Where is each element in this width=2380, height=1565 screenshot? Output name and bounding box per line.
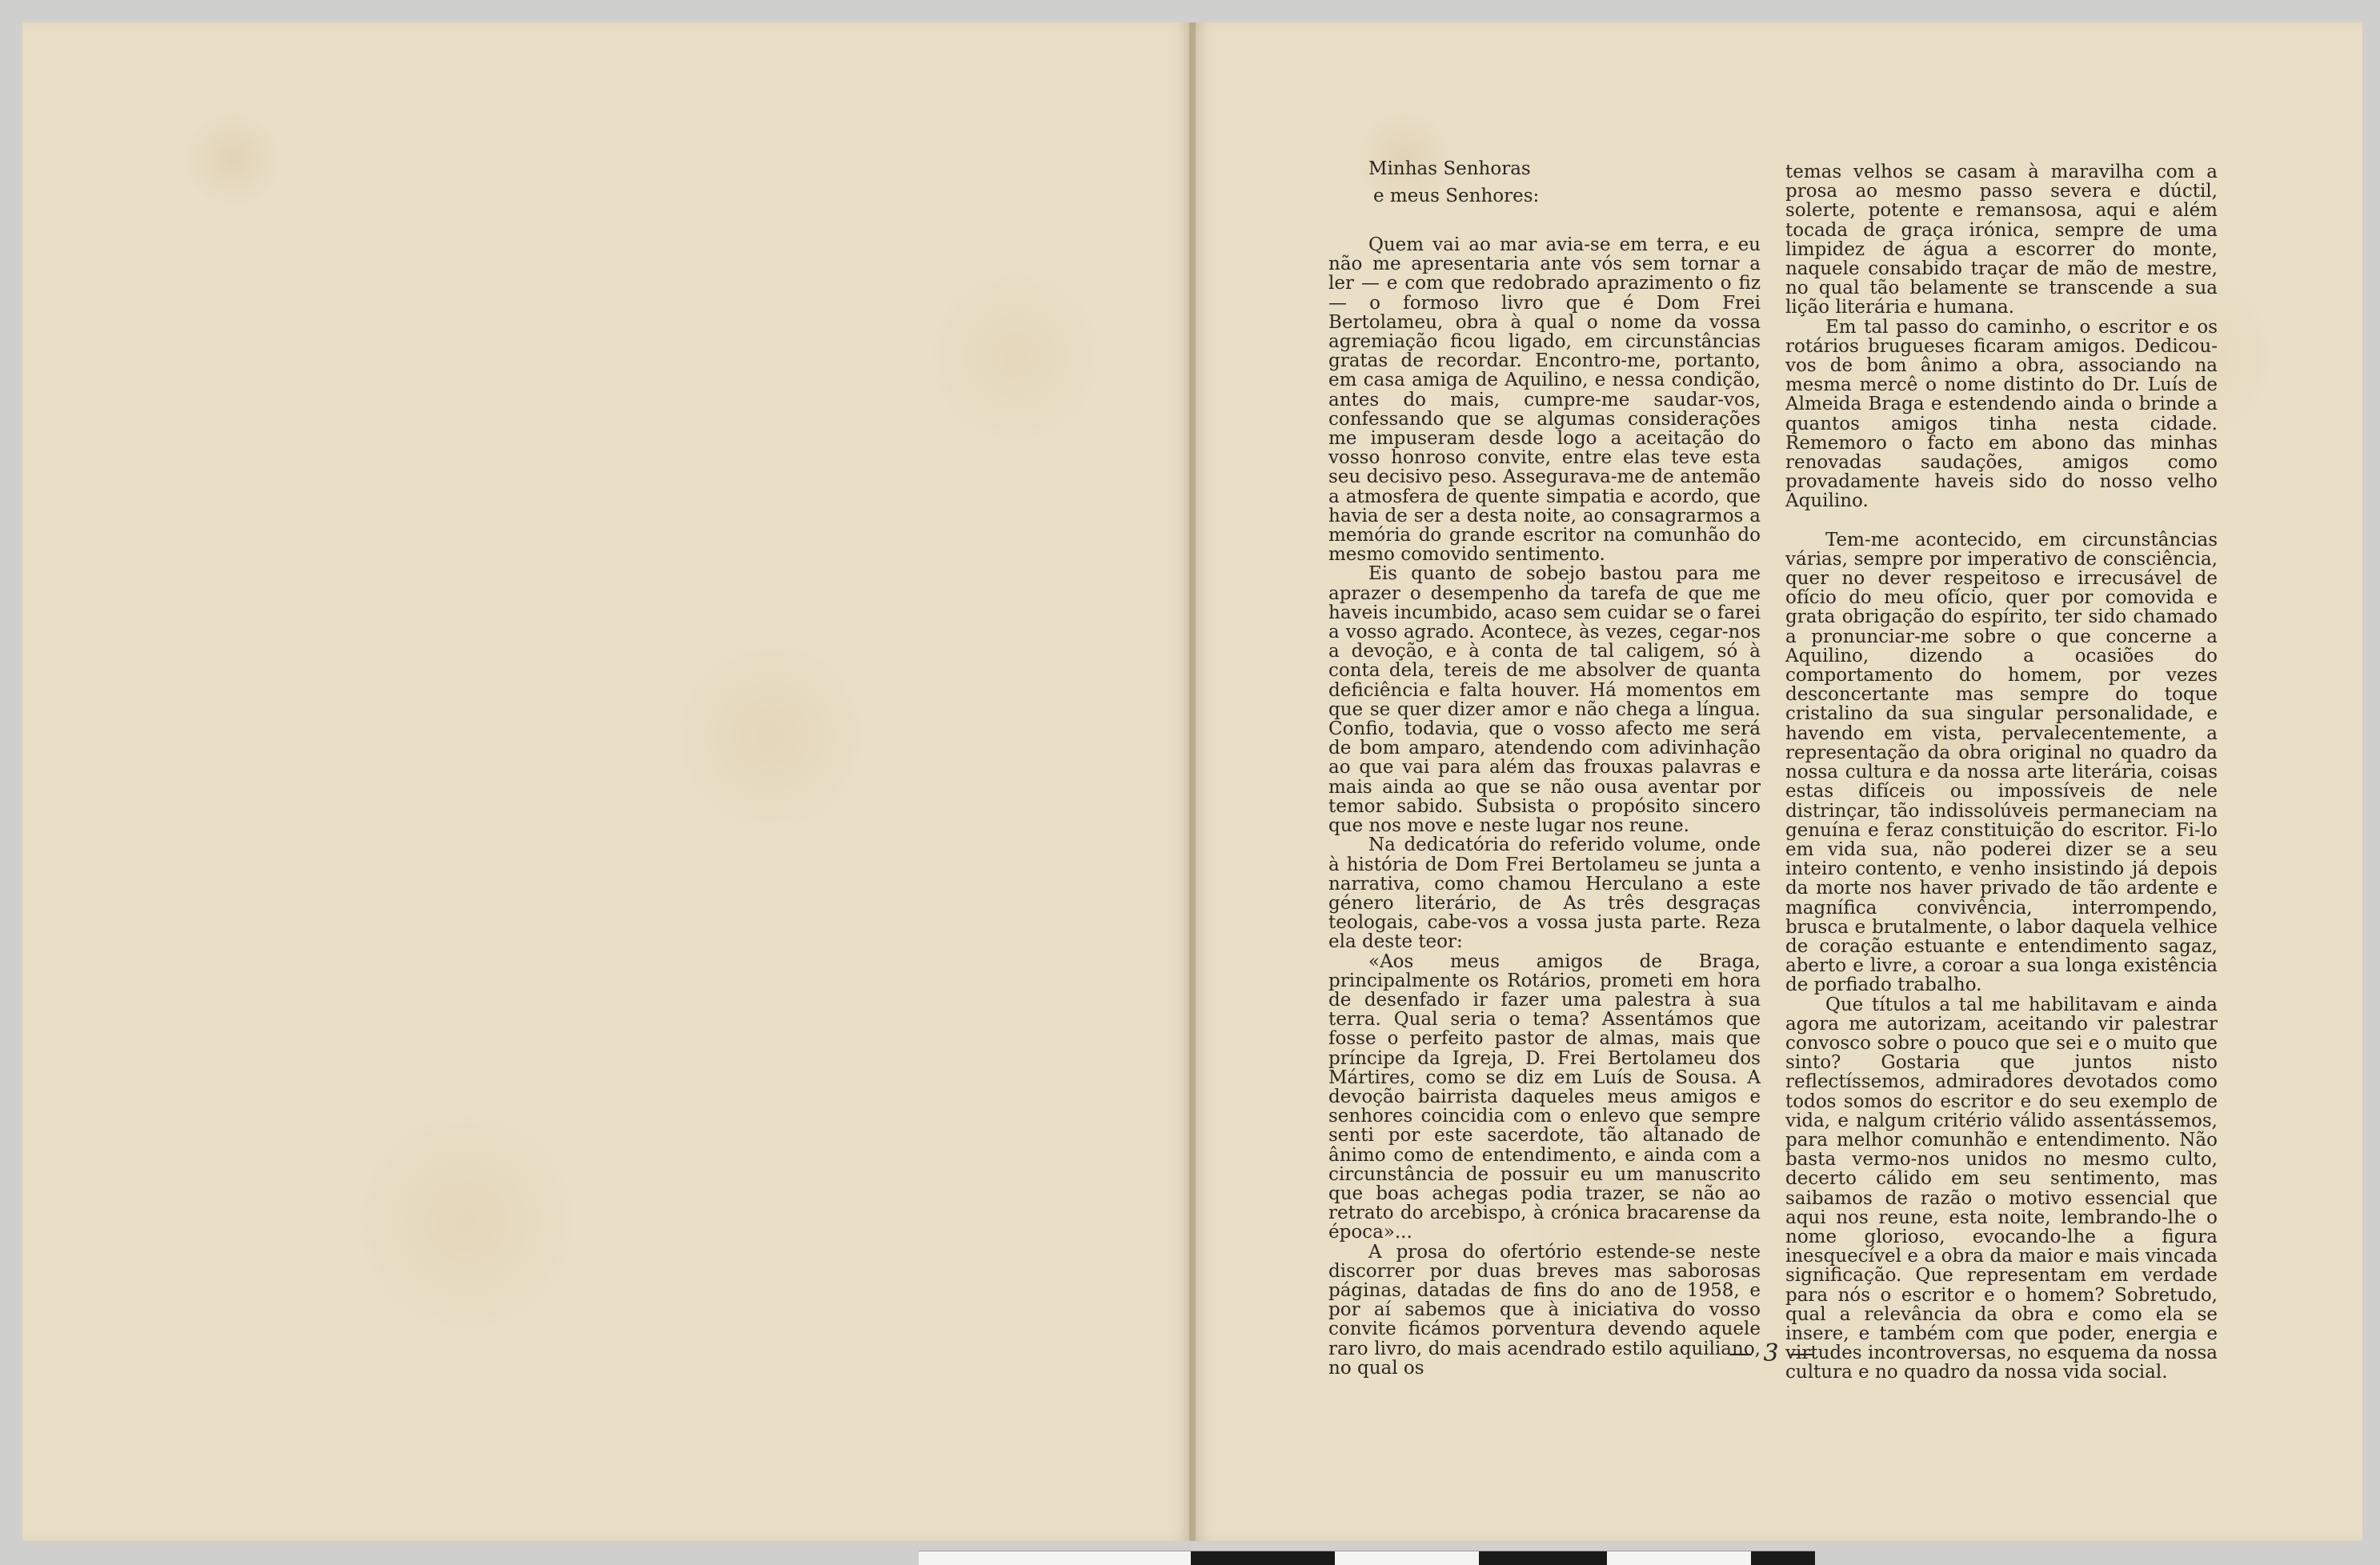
paragraph: Em tal passo do caminho, o escritor e os rotários brugueses ficaram amigos. Dedicou-vos de bom ânimo a obra, associando na mesma mercê o nome distinto do Dr. Luís de Almeida Braga e estendendo ainda o brinde a quantos amigos tinha nesta cidade. Rememoro o facto em abono das minhas renovadas saudações, amigos como provadamente haveis sido do nosso velho Aquilino. xyxy=(1785,316,2218,512)
salutation-line-1: Minhas Senhoras xyxy=(1368,158,1531,179)
binding-stitch xyxy=(1188,579,1196,597)
paragraph: temas velhos se casam à maravilha com a prosa ao mesmo passo severa e dúctil, solerte, potente e remansosa, aqui e além tocada de graça irónica, sempre de uma limpidez de água a escorrer do monte, naquele consabido traçar de mão de mestre, no qual tão belamente se transcende a sua lição literária e humana. xyxy=(1785,162,2218,318)
paragraph: Quem vai ao mar avia-se em terra, e eu não me apresentaria ante vós sem tornar a ler — e com que redobrado aprazimento o fiz — o formoso livro que é Dom Frei Bertolameu, obra à qual o nome da vossa agremiação ficou ligado, em circunstâncias gratas de recordar. Encontro-me, portanto, em casa amiga de Aquilino, e nessa condição, antes do mais, cumpre-me saudar-vos, confessando que se algumas considerações me impuseram desde logo a aceitação do vosso honroso convite, entre elas teve esta seu decisivo peso. Assegurava-me de antemão a atmosfera de quente simpatia e acordo, que havia de ser a desta noite, ao consagrarmos a memória do grande escritor na comunhão do mesmo comovido sentimento. xyxy=(1328,234,1761,566)
page-number: — 3 — xyxy=(1729,1339,1816,1367)
left-blank-page xyxy=(22,22,1191,1541)
paragraph: Eis quanto de sobejo bastou para me aprazer o desempenho da tarefa de que me haveis incumbido, acaso sem cuidar se o farei a vosso agrado. Acontece, às vezes, cegar-nos a devoção, e à conta de tal caligem, só à conta dela, tereis de me absolver de quanta deficiência e falta houver. Há momentos em que se quer dizer amor e não chega a língua. Confio, todavia, que o vosso afecto me será de bom amparo, atendendo com adivinhação ao que vai para além das frouxas palavras e mais ainda ao que se não ousa aventar por temor sabido. Subsista o propósito sincero que nos move e neste lugar nos reune. xyxy=(1328,563,1761,837)
text-column-right xyxy=(1785,162,2218,1383)
paragraph: A prosa do ofertório estende-se neste discorrer por duas breves mas saborosas páginas, datadas de fins do ano de 1958, e por aí sabemos que à iniciativa do vosso convite ficámos porventura devendo aquele raro livro, do mais acendrado estilo aquiliano, no qual os xyxy=(1328,1241,1761,1379)
quote-paragraph: «Aos meus amigos de Braga, principalmente os Rotários, prometi em hora de desenfado ir fazer uma palestra à sua terra. Qual seria o tema? Assentámos que fosse o perfeito pastor de almas, mais que príncipe da Igreja, D. Frei Bertolameu dos Mártires, como se diz em Luís de Sousa. A devoção bairrista daqueles meus amigos e senhores coincidia com o enlevo que sempre senti por este sacerdote, tão altanado de ânimo como de entendimento, e ainda com a circunstância de possuir eu um manuscrito que boas achegas podia trazer, se não ao retrato do arcebispo, à crónica bracarense da época»... xyxy=(1328,951,1761,1243)
paragraph: Na dedicatória do referido volume, onde à história de Dom Frei Bertolameu se junta a narrativa, como chamou Herculano a este género literário, de As três desgraças teologais, cabe-vos a vossa justa parte. Reza ela deste teor: xyxy=(1328,835,1761,953)
color-scale-bar xyxy=(919,1551,1815,1565)
paragraph: Tem-me acontecido, em circunstâncias várias, sempre por imperativo de consciência, quer no dever respeitoso e irrecusável de ofício do meu ofício, quer por comovida e grata obrigação do espírito, ter sido chamado a pronunciar-me sobre o que concerne a Aquilino, dizendo a ocasiões do comportamento do homem, por vezes desconcertante mas sempre do toque cristalino da sua singular personalidade, e havendo em vista, pervalecentemente, a representação da obra original no quadro da nossa cultura e da nossa arte literária, coisas estas difíceis ou impossíveis de nele distrinçar, tão indissolúveis permaneciam na genuína e feraz constituição do escritor. Fi-lo em vida sua, não poderei dizer se a seu inteiro contento, e venho insistindo já depois da morte nos haver privado de tão ardente e magnífica convivência, interrompendo, brusca e brutalmente, o labor daquela velhice de coração estuante e entendimento sagaz, aberto e livre, a coroar a sua longa existência de porfiado trabalho. xyxy=(1785,529,2218,996)
text-column-left xyxy=(1328,235,1761,1378)
binding-stitch xyxy=(1188,1195,1196,1213)
book-gutter xyxy=(1189,22,1196,1541)
paragraph: Que títulos a tal me habilitavam e ainda agora me autorizam, aceitando vir palestrar convosco sobre o pouco que sei e o muito que sinto? Gostaria que juntos nisto reflectíssemos, admiradores devotados como todos somos do escritor e do seu exemplo de vida, e nalgum critério válido assentássemos, para melhor comunhão e entendimento. Não basta vermo-nos unidos no mesmo culto, decerto cálido em seu sentimento, mas saibamos de razão o motivo essencial que aqui nos reune, esta noite, lembrando-lhe o nome glorioso, evocando-lhe a figura inesquecível e a obra da maior e mais vincada significação. Que representam em verdade para nós o escritor e o homem? Sobretudo, qual a relevância da obra e como ela se insere, e também com que poder, energia e virtudes incontroversas, no esquema da nossa cultura e no quadro da nossa vida social. xyxy=(1785,994,2218,1383)
salutation-line-2: e meus Senhores: xyxy=(1373,186,1540,206)
